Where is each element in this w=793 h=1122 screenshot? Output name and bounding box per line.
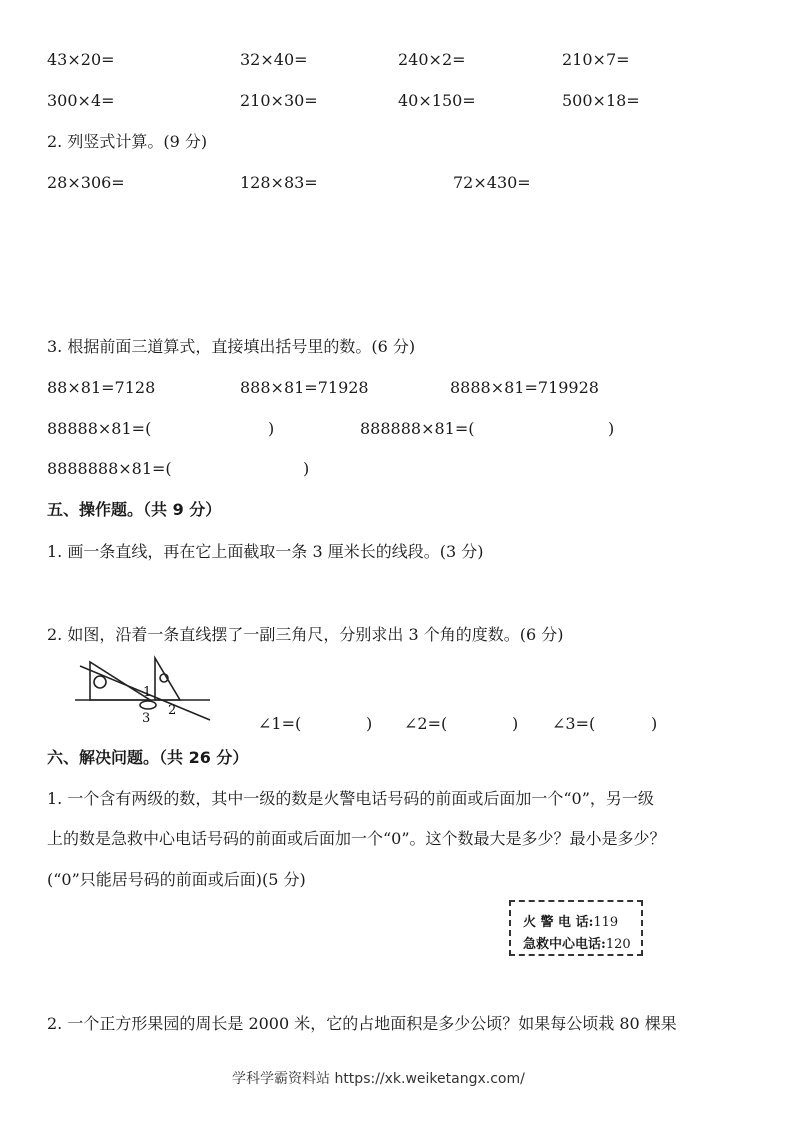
fire-phone-value: 119 <box>593 915 619 930</box>
figure-label-2: 2 <box>168 703 177 718</box>
oral-r1-c4: 210×7= <box>562 50 630 69</box>
q3-given-3: 8888×81=719928 <box>450 378 599 397</box>
q2-item-1: 28×306= <box>47 173 125 192</box>
section5-heading: 五、操作题。（共 9 分） <box>47 500 222 519</box>
q3-fill3-left: 8888888×81=( <box>47 459 172 478</box>
oral-r2-c4: 500×18= <box>562 91 640 110</box>
section6-q1-line2: 上的数是急救中心电话号码的前面或后面加一个“0”。这个数最大是多少？最小是多少？ <box>47 829 666 848</box>
section6-q1-line3: (“0”只能居号码的前面或后面)(5 分) <box>47 870 306 889</box>
q3-fill3-right: ) <box>303 459 310 478</box>
q3-fill2-right: ) <box>608 419 615 438</box>
q3-given-2: 888×81=71928 <box>240 378 369 397</box>
oral-r2-c1: 300×4= <box>47 91 115 110</box>
oral-r1-c3: 240×2= <box>398 50 466 69</box>
q2-item-2: 128×83= <box>240 173 318 192</box>
ambulance-phone-line <box>523 933 631 952</box>
angle2-left: ∠2=( <box>404 714 448 733</box>
angle3-right: ) <box>651 714 658 733</box>
figure-label-1: 1 <box>143 685 152 700</box>
fire-phone-label: 火 警 电 话: <box>523 915 594 930</box>
set-square-figure <box>70 652 220 732</box>
section6-q1-line1: 1. 一个含有两级的数，其中一级的数是火警电话号码的前面或后面加一个“0”，另一级 <box>47 789 654 808</box>
q3-fill2-left: 888888×81=( <box>360 419 475 438</box>
oral-r2-c2: 210×30= <box>240 91 318 110</box>
q2-item-3: 72×430= <box>453 173 531 192</box>
q3-given-1: 88×81=7128 <box>47 378 156 397</box>
angle1-right: ) <box>366 714 373 733</box>
oral-r2-c3: 40×150= <box>398 91 476 110</box>
angle3-left: ∠3=( <box>552 714 596 733</box>
q3-fill1-right: ) <box>268 419 275 438</box>
section6-heading: 六、解决问题。（共 26 分） <box>47 748 249 767</box>
page-footer: 学科学霸资料站 https://xk.weiketangx.com/ <box>232 1071 525 1087</box>
section5-q1: 1. 画一条直线，再在它上面截取一条 3 厘米长的线段。(3 分) <box>47 542 484 561</box>
section6-q2: 2. 一个正方形果园的周长是 2000 米，它的占地面积是多少公顷？如果每公顷栽 80 棵果 <box>47 1014 677 1033</box>
angle2-right: ) <box>512 714 519 733</box>
phone-number-card <box>509 900 643 956</box>
fire-phone-line <box>523 911 618 930</box>
oral-r1-c2: 32×40= <box>240 50 308 69</box>
q3-title: 3. 根据前面三道算式，直接填出括号里的数。(6 分) <box>47 337 416 356</box>
figure-label-3: 3 <box>142 711 151 726</box>
q3-fill1-left: 88888×81=( <box>47 419 152 438</box>
oral-r1-c1: 43×20= <box>47 50 115 69</box>
ambulance-phone-value: 120 <box>605 937 631 952</box>
ambulance-phone-label: 急救中心电话: <box>523 937 606 952</box>
q2-title: 2. 列竖式计算。(9 分) <box>47 132 208 151</box>
angle1-left: ∠1=( <box>258 714 302 733</box>
section5-q2: 2. 如图，沿着一条直线摆了一副三角尺，分别求出 3 个角的度数。(6 分) <box>47 625 564 644</box>
